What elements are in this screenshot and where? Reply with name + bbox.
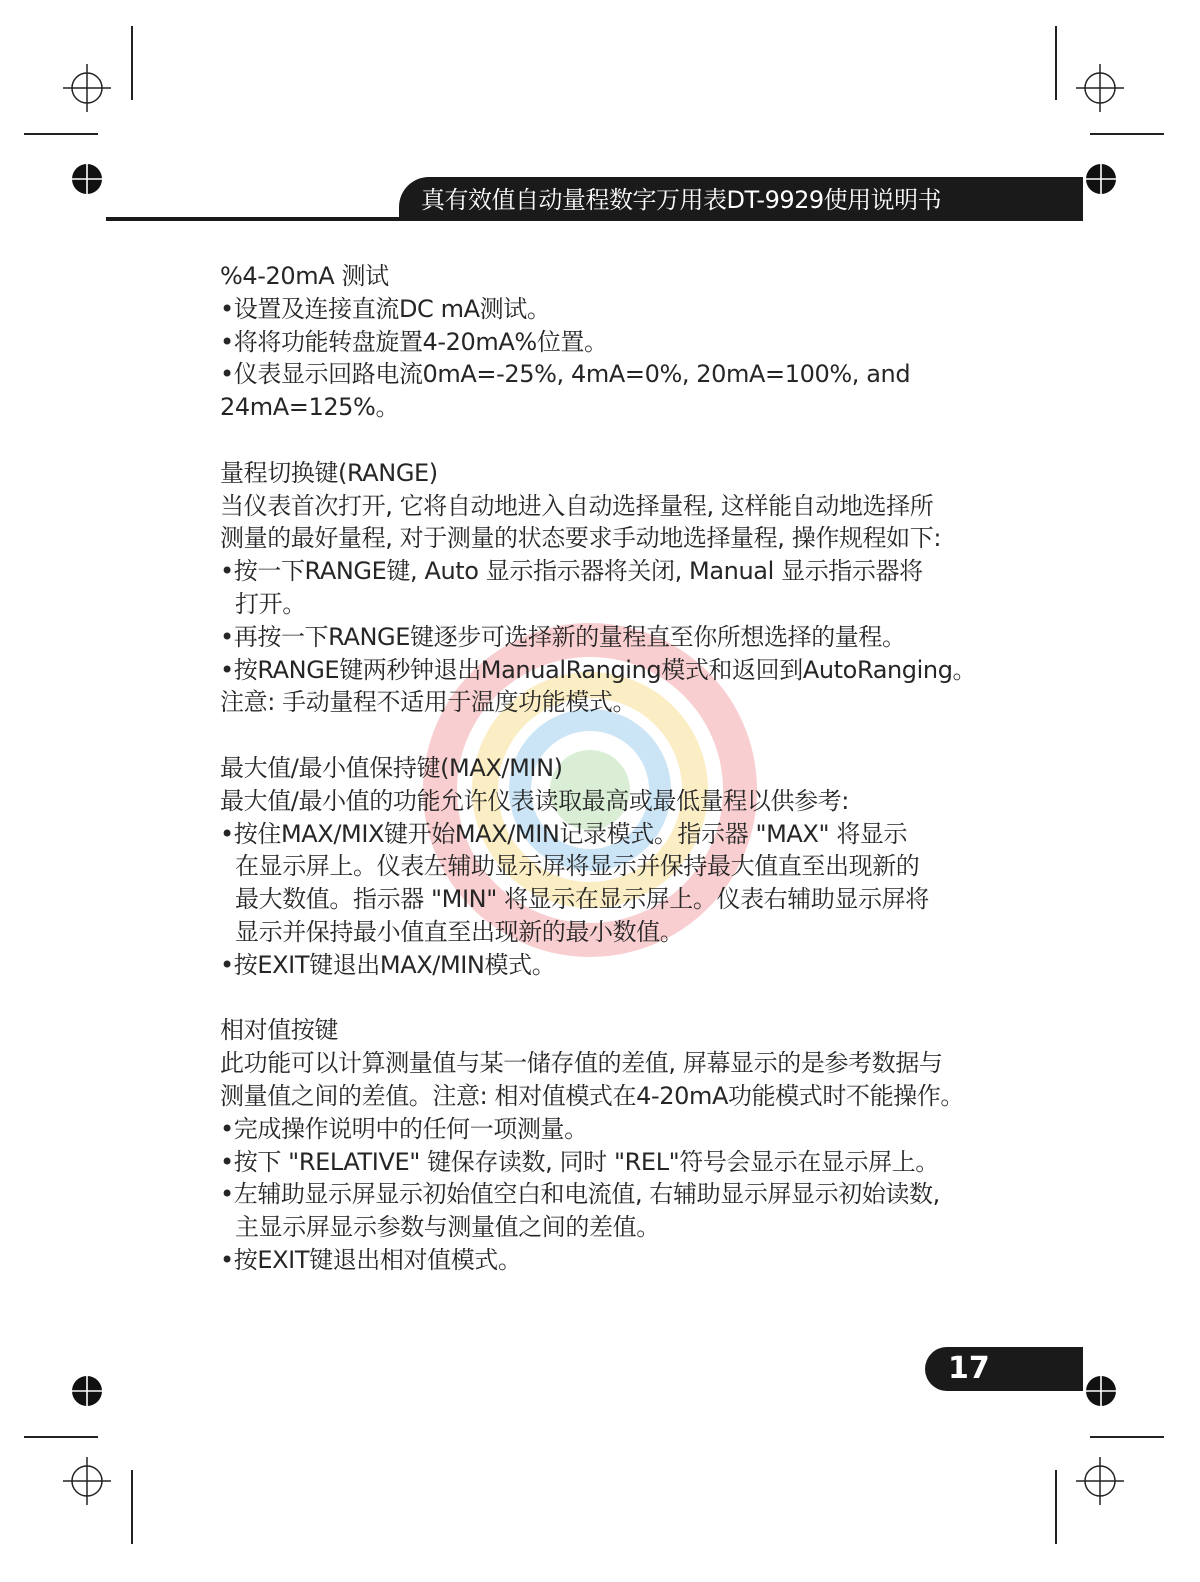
body-line: •左辅助显示屏显示初始值空白和电流值, 右辅助显示屏显示初始读数, <box>220 1180 940 1209</box>
registration-dot-icon <box>71 163 103 195</box>
crop-mark-vertical <box>131 26 133 100</box>
body-line: •仪表显示回路电流0mA=-25%, 4mA=0%, 20mA=100%, and <box>220 360 911 389</box>
body-line: 显示并保持最小值直至出现新的最小数值。 <box>235 917 684 946</box>
section-spacer <box>220 424 1020 457</box>
body-line: 测量值之间的差值。注意: 相对值模式在4-20mA功能模式时不能操作。 <box>220 1081 964 1110</box>
body-line: •按RANGE键两秒钟退出ManualRanging模式和返回到AutoRanging。 <box>220 655 977 684</box>
body-line: •完成操作说明中的任何一项测量。 <box>220 1114 588 1143</box>
section-2 <box>220 457 1020 719</box>
crop-mark-vertical <box>131 1470 133 1544</box>
body-line: 在显示屏上。仪表左辅助显示屏将显示并保持最大值直至出现新的 <box>235 852 920 881</box>
body-line: •按一下RANGE键, Auto 显示指示器将关闭, Manual 显示指示器将 <box>220 557 923 586</box>
section-3 <box>220 752 1020 982</box>
body-line: •按住MAX/MIX键开始MAX/MIN记录模式。指示器 "MAX" 将显示 <box>220 819 908 848</box>
registration-dot-icon <box>1085 1375 1117 1407</box>
registration-mark-icon <box>63 1457 111 1505</box>
body-line: 此功能可以计算测量值与某一储存值的差值, 屏幕显示的是参考数据与 <box>220 1049 943 1078</box>
page-number: 17 <box>948 1351 990 1386</box>
body-line: •按下 "RELATIVE" 键保存读数, 同时 "REL"符号会显示在显示屏上。 <box>220 1147 939 1176</box>
section-heading: 量程切换键(RANGE) <box>220 458 438 487</box>
body-line: •按EXIT键退出MAX/MIN模式。 <box>220 950 556 979</box>
body-line: 打开。 <box>235 589 306 618</box>
crop-mark-horizontal <box>1090 133 1164 135</box>
manual-body <box>220 260 1020 1277</box>
registration-mark-icon <box>1076 1457 1124 1505</box>
registration-mark-icon <box>63 64 111 112</box>
body-line: 24mA=125%。 <box>220 393 400 422</box>
section-heading: 相对值按键 <box>220 1016 338 1045</box>
body-line: 当仪表首次打开, 它将自动地进入自动选择量程, 这样能自动地选择所 <box>220 491 934 520</box>
body-line: •设置及连接直流DC mA测试。 <box>220 294 551 323</box>
body-line: 测量的最好量程, 对于测量的状态要求手动地选择量程, 操作规程如下: <box>220 524 941 553</box>
registration-mark-icon <box>1076 64 1124 112</box>
body-line: 最大数值。指示器 "MIN" 将显示在显示屏上。仪表右辅助显示屏将 <box>235 885 929 914</box>
page-header-title: 真有效值自动量程数字万用表DT-9929使用说明书 <box>421 186 942 214</box>
crop-mark-vertical <box>1055 26 1057 100</box>
section-spacer <box>220 982 1020 1015</box>
body-line: 注意: 手动量程不适用于温度功能模式。 <box>220 688 637 717</box>
body-line: 最大值/最小值的功能允许仪表读取最高或最低量程以供参考: <box>220 786 849 815</box>
body-line: •按EXIT键退出相对值模式。 <box>220 1245 522 1274</box>
section-spacer <box>220 719 1020 752</box>
body-line: •再按一下RANGE键逐步可选择新的量程直至你所想选择的量程。 <box>220 622 906 651</box>
registration-dot-icon <box>1085 163 1117 195</box>
crop-mark-vertical <box>1055 1470 1057 1544</box>
section-heading: %4-20mA 测试 <box>220 262 389 290</box>
section-4 <box>220 1014 1020 1276</box>
crop-mark-horizontal <box>1090 1436 1164 1438</box>
crop-mark-horizontal <box>24 133 98 135</box>
section-1 <box>220 260 1020 424</box>
section-heading: 最大值/最小值保持键(MAX/MIN) <box>220 753 563 782</box>
crop-mark-horizontal <box>24 1436 98 1438</box>
registration-dot-icon <box>71 1375 103 1407</box>
body-line: •将将功能转盘旋置4-20mA%位置。 <box>220 327 608 356</box>
body-line: 主显示屏显示参数与测量值之间的差值。 <box>235 1213 660 1242</box>
